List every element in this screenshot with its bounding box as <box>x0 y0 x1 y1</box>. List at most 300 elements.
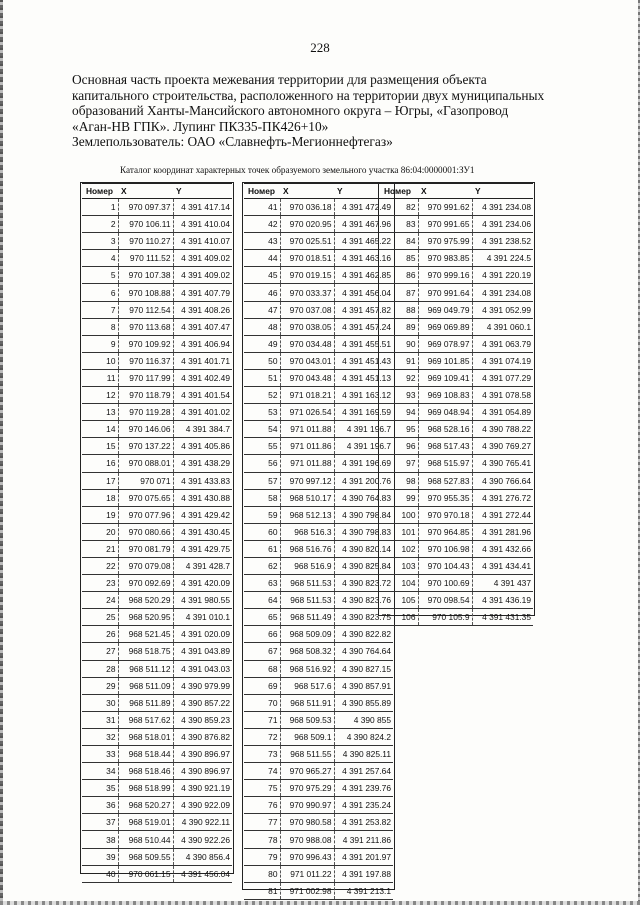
point-number: 12 <box>82 387 118 404</box>
y-coordinate: 4 390 922.11 <box>173 814 232 831</box>
x-coordinate: 970 034.48 <box>280 335 334 352</box>
table-row <box>244 882 393 899</box>
x-coordinate: 970 098.54 <box>418 592 472 609</box>
y-coordinate: 4 390 921.19 <box>173 780 232 797</box>
y-coordinate: 4 391 433.83 <box>173 472 232 489</box>
table-row <box>380 523 533 540</box>
y-coordinate: 4 391 420.09 <box>173 575 232 592</box>
y-coordinate: 4 391 407.47 <box>173 318 232 335</box>
table-row <box>380 472 533 489</box>
point-number: 42 <box>244 216 280 233</box>
table-row <box>82 797 232 814</box>
point-number: 34 <box>82 763 118 780</box>
x-coordinate: 968 511.89 <box>118 694 173 711</box>
x-coordinate: 970 119.28 <box>118 404 173 421</box>
table-row <box>82 421 232 438</box>
table-row <box>244 404 393 421</box>
y-coordinate: 4 391 078.58 <box>472 387 533 404</box>
y-coordinate: 4 391 438.29 <box>173 455 232 472</box>
point-number: 30 <box>82 694 118 711</box>
x-coordinate: 970 991.64 <box>418 284 472 301</box>
y-coordinate: 4 391 401.71 <box>173 352 232 369</box>
x-coordinate: 968 521.45 <box>118 626 173 643</box>
table-row <box>244 506 393 523</box>
point-number: 23 <box>82 575 118 592</box>
y-coordinate: 4 390 823.76 <box>334 592 393 609</box>
table-row <box>244 643 393 660</box>
scan-edge-bottom <box>0 901 640 905</box>
x-coordinate: 968 511.91 <box>280 694 334 711</box>
y-coordinate: 4 391 213.1 <box>334 882 393 899</box>
x-coordinate: 970 033.37 <box>280 284 334 301</box>
x-coordinate: 971 018.21 <box>280 387 334 404</box>
y-coordinate: 4 390 922.09 <box>173 797 232 814</box>
table-row <box>380 540 533 557</box>
y-coordinate: 4 391 456.04 <box>334 284 393 301</box>
point-number: 20 <box>82 523 118 540</box>
table-row <box>380 369 533 386</box>
header-y: Y <box>173 184 232 199</box>
x-coordinate: 968 509.1 <box>280 728 334 745</box>
point-number: 82 <box>380 199 418 216</box>
point-number: 71 <box>244 711 280 728</box>
x-coordinate: 968 511.53 <box>280 575 334 592</box>
point-number: 41 <box>244 199 280 216</box>
y-coordinate: 4 390 798.84 <box>334 506 393 523</box>
y-coordinate: 4 391 234.08 <box>472 199 533 216</box>
point-number: 89 <box>380 318 418 335</box>
y-coordinate: 4 391 410.04 <box>173 216 232 233</box>
y-coordinate: 4 391 431.35 <box>472 609 533 626</box>
point-number: 105 <box>380 592 418 609</box>
y-coordinate: 4 391 409.02 <box>173 267 232 284</box>
x-coordinate: 970 037.08 <box>280 301 334 318</box>
table-row <box>82 267 232 284</box>
x-coordinate: 970 025.51 <box>280 233 334 250</box>
x-coordinate: 970 081.79 <box>118 540 173 557</box>
y-coordinate: 4 391 437 <box>472 575 533 592</box>
x-coordinate: 970 975.29 <box>280 780 334 797</box>
table-row <box>82 592 232 609</box>
point-number: 3 <box>82 233 118 250</box>
x-coordinate: 968 528.16 <box>418 421 472 438</box>
point-number: 104 <box>380 575 418 592</box>
y-coordinate: 4 390 922.26 <box>173 831 232 848</box>
table-row <box>244 387 393 404</box>
scan-edge-left <box>0 0 3 905</box>
point-number: 86 <box>380 267 418 284</box>
y-coordinate: 4 390 822.82 <box>334 626 393 643</box>
y-coordinate: 4 390 824.2 <box>334 728 393 745</box>
point-number: 58 <box>244 489 280 506</box>
x-coordinate: 968 509.55 <box>118 848 173 865</box>
table-header-row <box>380 184 533 199</box>
x-coordinate: 968 519.01 <box>118 814 173 831</box>
point-number: 72 <box>244 728 280 745</box>
y-coordinate: 4 391 408.26 <box>173 301 232 318</box>
y-coordinate: 4 391 043.89 <box>173 643 232 660</box>
table-row <box>82 352 232 369</box>
y-coordinate: 4 391 169.59 <box>334 404 393 421</box>
y-coordinate: 4 390 766.64 <box>472 472 533 489</box>
x-coordinate: 968 520.27 <box>118 797 173 814</box>
table-row <box>244 301 393 318</box>
point-number: 90 <box>380 335 418 352</box>
header-y: Y <box>334 184 393 199</box>
y-coordinate: 4 390 788.22 <box>472 421 533 438</box>
table-row <box>82 387 232 404</box>
point-number: 97 <box>380 455 418 472</box>
y-coordinate: 4 391 052.99 <box>472 301 533 318</box>
table-row <box>244 557 393 574</box>
table-row <box>82 472 232 489</box>
x-coordinate: 970 018.51 <box>280 250 334 267</box>
table-row <box>380 455 533 472</box>
x-coordinate: 970 118.79 <box>118 387 173 404</box>
point-number: 91 <box>380 352 418 369</box>
point-number: 14 <box>82 421 118 438</box>
x-coordinate: 970 043.48 <box>280 369 334 386</box>
y-coordinate: 4 391 405.86 <box>173 438 232 455</box>
table-row <box>244 540 393 557</box>
x-coordinate: 968 511.12 <box>118 660 173 677</box>
point-number: 32 <box>82 728 118 745</box>
table-row <box>244 711 393 728</box>
y-coordinate: 4 391 200.76 <box>334 472 393 489</box>
table-row <box>380 250 533 267</box>
point-number: 73 <box>244 746 280 763</box>
point-number: 102 <box>380 540 418 557</box>
y-coordinate: 4 390 856.4 <box>173 848 232 865</box>
table-row <box>244 267 393 284</box>
x-coordinate: 971 026.54 <box>280 404 334 421</box>
x-coordinate: 968 516.92 <box>280 660 334 677</box>
point-number: 21 <box>82 540 118 557</box>
point-number: 1 <box>82 199 118 216</box>
point-number: 99 <box>380 489 418 506</box>
point-number: 15 <box>82 438 118 455</box>
table-row <box>380 421 533 438</box>
y-coordinate: 4 391 401.02 <box>173 404 232 421</box>
table-row <box>380 438 533 455</box>
y-coordinate: 4 390 764.83 <box>334 489 393 506</box>
point-number: 81 <box>244 882 280 899</box>
y-coordinate: 4 391 054.89 <box>472 404 533 421</box>
y-coordinate: 4 391 384.7 <box>173 421 232 438</box>
table-row <box>82 660 232 677</box>
x-coordinate: 970 964.85 <box>418 523 472 540</box>
y-coordinate: 4 391 457.24 <box>334 318 393 335</box>
table-row <box>244 626 393 643</box>
y-coordinate: 4 391 451.13 <box>334 369 393 386</box>
y-coordinate: 4 391 429.75 <box>173 540 232 557</box>
table-row <box>244 592 393 609</box>
x-coordinate: 968 518.44 <box>118 746 173 763</box>
x-coordinate: 970 991.62 <box>418 199 472 216</box>
x-coordinate: 970 116.37 <box>118 352 173 369</box>
point-number: 24 <box>82 592 118 609</box>
y-coordinate: 4 391 234.08 <box>472 284 533 301</box>
table-row <box>244 318 393 335</box>
table-row <box>82 763 232 780</box>
header-x: X <box>418 184 472 199</box>
table-row <box>82 711 232 728</box>
y-coordinate: 4 391 432.66 <box>472 540 533 557</box>
table-row <box>82 404 232 421</box>
point-number: 43 <box>244 233 280 250</box>
table-row <box>82 233 232 250</box>
table-row <box>244 523 393 540</box>
x-coordinate: 970 106.11 <box>118 216 173 233</box>
point-number: 37 <box>82 814 118 831</box>
point-number: 55 <box>244 438 280 455</box>
point-number: 10 <box>82 352 118 369</box>
x-coordinate: 970 105.9 <box>418 609 472 626</box>
point-number: 4 <box>82 250 118 267</box>
y-coordinate: 4 391 238.52 <box>472 233 533 250</box>
y-coordinate: 4 391 434.41 <box>472 557 533 574</box>
table-row <box>82 643 232 660</box>
y-coordinate: 4 390 823.75 <box>334 609 393 626</box>
table-row <box>82 318 232 335</box>
point-number: 18 <box>82 489 118 506</box>
x-coordinate: 970 988.08 <box>280 831 334 848</box>
y-coordinate: 4 391 239.76 <box>334 780 393 797</box>
point-number: 87 <box>380 284 418 301</box>
x-coordinate: 968 520.29 <box>118 592 173 609</box>
coordinate-table-2 <box>244 183 393 900</box>
x-coordinate: 968 518.46 <box>118 763 173 780</box>
x-coordinate: 968 518.01 <box>118 728 173 745</box>
table-row <box>82 814 232 831</box>
y-coordinate: 4 391 211.86 <box>334 831 393 848</box>
x-coordinate: 971 011.88 <box>280 455 334 472</box>
x-coordinate: 970 038.05 <box>280 318 334 335</box>
point-number: 88 <box>380 301 418 318</box>
y-coordinate: 4 390 825.84 <box>334 557 393 574</box>
y-coordinate: 4 391 457.82 <box>334 301 393 318</box>
point-number: 64 <box>244 592 280 609</box>
x-coordinate: 968 511.53 <box>280 592 334 609</box>
table-row <box>380 557 533 574</box>
table-row <box>244 455 393 472</box>
x-coordinate: 971 011.88 <box>280 421 334 438</box>
document-heading <box>72 72 592 150</box>
table-row <box>82 369 232 386</box>
point-number: 93 <box>380 387 418 404</box>
point-number: 35 <box>82 780 118 797</box>
x-coordinate: 970 080.66 <box>118 523 173 540</box>
x-coordinate: 970 111.52 <box>118 250 173 267</box>
y-coordinate: 4 391 980.55 <box>173 592 232 609</box>
y-coordinate: 4 391 010.1 <box>173 609 232 626</box>
x-coordinate: 970 019.15 <box>280 267 334 284</box>
table-row <box>380 575 533 592</box>
table-row <box>380 592 533 609</box>
table-row <box>82 575 232 592</box>
x-coordinate: 970 109.92 <box>118 335 173 352</box>
y-coordinate: 4 391 451.43 <box>334 352 393 369</box>
x-coordinate: 970 079.08 <box>118 557 173 574</box>
point-number: 65 <box>244 609 280 626</box>
point-number: 103 <box>380 557 418 574</box>
table-row <box>82 848 232 865</box>
y-coordinate: 4 391 235.24 <box>334 797 393 814</box>
y-coordinate: 4 391 196.69 <box>334 455 393 472</box>
y-coordinate: 4 391 272.44 <box>472 506 533 523</box>
point-number: 61 <box>244 540 280 557</box>
table-row <box>380 506 533 523</box>
table-row <box>82 455 232 472</box>
point-number: 13 <box>82 404 118 421</box>
y-coordinate: 4 391 234.06 <box>472 216 533 233</box>
y-coordinate: 4 391 472.49 <box>334 199 393 216</box>
point-number: 6 <box>82 284 118 301</box>
table-row <box>380 335 533 352</box>
x-coordinate: 970 990.97 <box>280 797 334 814</box>
table-row <box>380 352 533 369</box>
point-number: 69 <box>244 677 280 694</box>
x-coordinate: 970 043.01 <box>280 352 334 369</box>
table-row <box>244 728 393 745</box>
x-coordinate: 968 515.97 <box>418 455 472 472</box>
x-coordinate: 970 108.88 <box>118 284 173 301</box>
heading-line: Основная часть проекта межевания территории для размещения объекта <box>72 72 487 87</box>
point-number: 63 <box>244 575 280 592</box>
x-coordinate: 970 071 <box>118 472 173 489</box>
table-row <box>244 848 393 865</box>
x-coordinate: 970 104.43 <box>418 557 472 574</box>
table-row <box>380 284 533 301</box>
heading-line: капитального строительства, расположенного на территории двух муниципальных <box>72 87 545 103</box>
table-row <box>82 626 232 643</box>
header-number: Номер <box>82 184 118 199</box>
header-y: Y <box>472 184 533 199</box>
table-row <box>380 387 533 404</box>
table-row <box>244 814 393 831</box>
y-coordinate: 4 390 979.99 <box>173 677 232 694</box>
x-coordinate: 969 078.97 <box>418 335 472 352</box>
y-coordinate: 4 390 827.15 <box>334 660 393 677</box>
point-number: 100 <box>380 506 418 523</box>
table-row <box>244 421 393 438</box>
header-number: Номер <box>380 184 418 199</box>
x-coordinate: 968 509.09 <box>280 626 334 643</box>
x-coordinate: 970 088.01 <box>118 455 173 472</box>
header-x: X <box>280 184 334 199</box>
y-coordinate: 4 391 429.42 <box>173 506 232 523</box>
y-coordinate: 4 390 765.41 <box>472 455 533 472</box>
y-coordinate: 4 390 823.72 <box>334 575 393 592</box>
x-coordinate: 968 516.9 <box>280 557 334 574</box>
table-row <box>380 301 533 318</box>
x-coordinate: 970 975.99 <box>418 233 472 250</box>
point-number: 36 <box>82 797 118 814</box>
point-number: 51 <box>244 369 280 386</box>
y-coordinate: 4 391 462.85 <box>334 267 393 284</box>
x-coordinate: 970 146.06 <box>118 421 173 438</box>
point-number: 46 <box>244 284 280 301</box>
y-coordinate: 4 390 896.97 <box>173 763 232 780</box>
y-coordinate: 4 390 896.97 <box>173 746 232 763</box>
x-coordinate: 971 002.98 <box>280 882 334 899</box>
x-coordinate: 970 077.96 <box>118 506 173 523</box>
point-number: 80 <box>244 865 280 882</box>
table-row <box>244 677 393 694</box>
table-row <box>244 284 393 301</box>
heading-line: «Аган-НВ ГПК». Лупинг ПК335-ПК426+10» <box>72 118 329 134</box>
point-number: 66 <box>244 626 280 643</box>
y-coordinate: 4 391 436.19 <box>472 592 533 609</box>
y-coordinate: 4 391 281.96 <box>472 523 533 540</box>
y-coordinate: 4 390 764.64 <box>334 643 393 660</box>
table-row <box>244 797 393 814</box>
point-number: 39 <box>82 848 118 865</box>
point-number: 62 <box>244 557 280 574</box>
y-coordinate: 4 390 798.83 <box>334 523 393 540</box>
y-coordinate: 4 391 467.96 <box>334 216 393 233</box>
table-row <box>244 831 393 848</box>
point-number: 5 <box>82 267 118 284</box>
table-row <box>380 489 533 506</box>
y-coordinate: 4 390 820.14 <box>334 540 393 557</box>
x-coordinate: 970 980.58 <box>280 814 334 831</box>
x-coordinate: 970 983.85 <box>418 250 472 267</box>
table-header-row <box>244 184 393 199</box>
table-row <box>244 233 393 250</box>
point-number: 59 <box>244 506 280 523</box>
point-number: 26 <box>82 626 118 643</box>
table-row <box>82 609 232 626</box>
x-coordinate: 970 955.35 <box>418 489 472 506</box>
point-number: 50 <box>244 352 280 369</box>
table-row <box>82 301 232 318</box>
point-number: 75 <box>244 780 280 797</box>
table-row <box>244 216 393 233</box>
table-row <box>380 199 533 216</box>
y-coordinate: 4 391 463.16 <box>334 250 393 267</box>
y-coordinate: 4 391 196.7 <box>334 438 393 455</box>
x-coordinate: 970 137.22 <box>118 438 173 455</box>
header-number: Номер <box>244 184 280 199</box>
table-row <box>244 335 393 352</box>
table-row <box>82 523 232 540</box>
y-coordinate: 4 391 465.22 <box>334 233 393 250</box>
header-x: X <box>118 184 173 199</box>
y-coordinate: 4 390 855.89 <box>334 694 393 711</box>
x-coordinate: 968 516.76 <box>280 540 334 557</box>
y-coordinate: 4 391 224.5 <box>472 250 533 267</box>
y-coordinate: 4 391 043.03 <box>173 660 232 677</box>
point-number: 9 <box>82 335 118 352</box>
x-coordinate: 969 101.85 <box>418 352 472 369</box>
catalog-caption: Каталог координат характерных точек образуемого земельного участка 86:04:0000001:ЗУ1 <box>120 165 475 175</box>
x-coordinate: 968 527.83 <box>418 472 472 489</box>
point-number: 38 <box>82 831 118 848</box>
point-number: 60 <box>244 523 280 540</box>
table-header-row <box>82 184 232 199</box>
x-coordinate: 970 107.38 <box>118 267 173 284</box>
x-coordinate: 970 970.18 <box>418 506 472 523</box>
table-row <box>244 694 393 711</box>
point-number: 19 <box>82 506 118 523</box>
table-row <box>244 609 393 626</box>
table-row <box>380 216 533 233</box>
x-coordinate: 969 108.83 <box>418 387 472 404</box>
table-row <box>244 199 393 216</box>
point-number: 94 <box>380 404 418 421</box>
coordinate-table-3 <box>380 183 533 626</box>
